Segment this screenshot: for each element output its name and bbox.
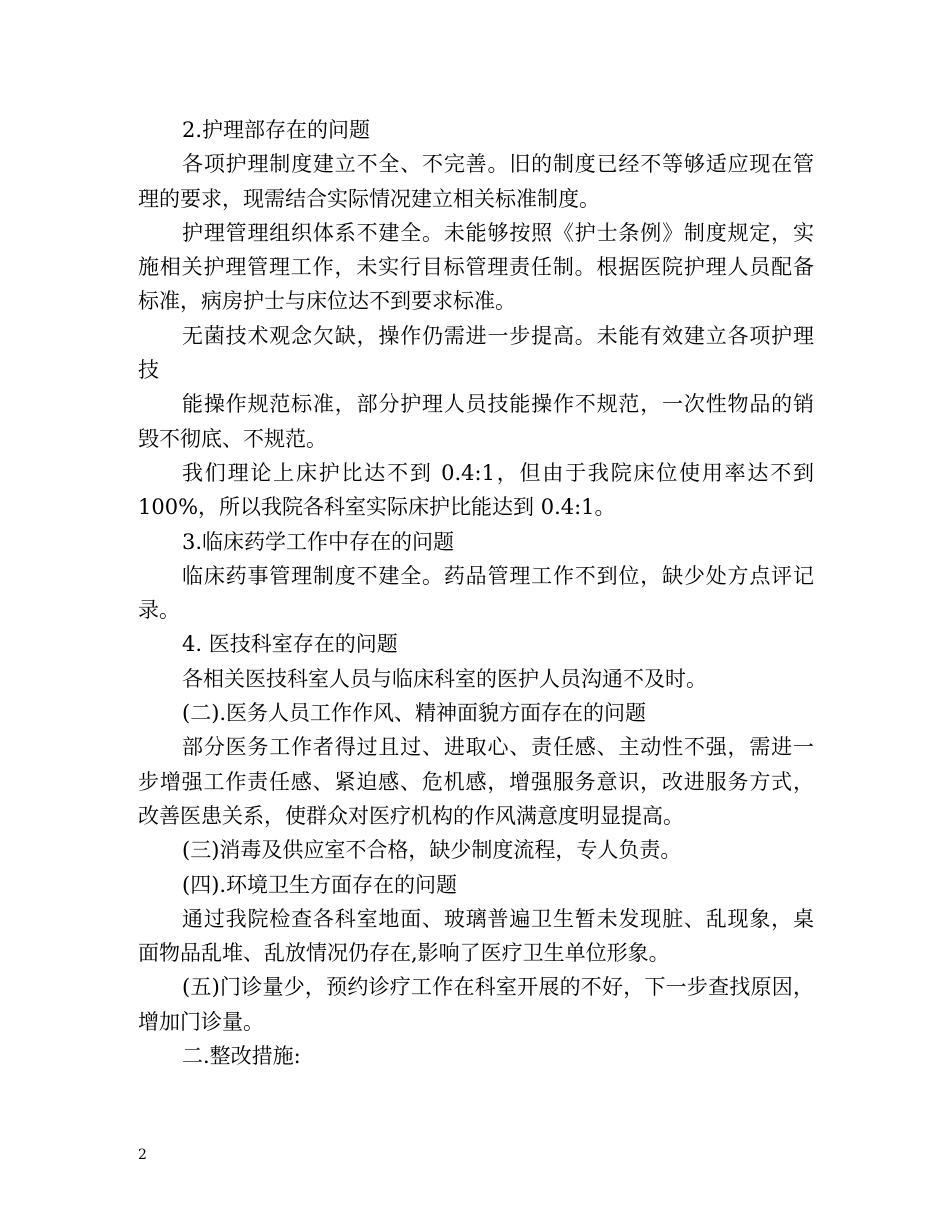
- document-body: [138, 113, 814, 1073]
- text-line: 无菌技术观念欠缺，操作仍需进一步提高。未能有效建立各项护理: [182, 323, 814, 348]
- text-line: 我们理论上床护比达不到 0.4:1，但由于我院床位使用率达不到: [182, 460, 814, 485]
- text-line: 增加门诊量。: [138, 1009, 264, 1034]
- text-line: (二).医务人员工作作风、精神面貌方面存在的问题: [182, 701, 647, 726]
- text-line: 标准，病房护士与床位达不到要求标准。: [138, 289, 516, 314]
- text-line: 各相关医技科室人员与临床科室的医护人员沟通不及时。: [182, 666, 707, 691]
- text-line: 临床药事管理制度不建全。药品管理工作不到位，缺少处方点评记: [182, 563, 814, 588]
- text-line: 100%，所以我院各科室实际床护比能达到 0.4:1。: [138, 495, 616, 520]
- text-line: (四).环境卫生方面存在的问题: [182, 872, 458, 897]
- text-line: (五)门诊量少，预约诊疗工作在科室开展的不好，下一步查找原因，: [182, 975, 814, 1000]
- text-line: 施相关护理管理工作，未实行目标管理责任制。根据医院护理人员配备: [138, 255, 814, 280]
- text-line: 护理管理组织体系不建全。未能够按照《护士条例》制度规定，实: [182, 220, 814, 245]
- text-line: 2.护理部存在的问题: [182, 118, 371, 142]
- text-line: 理的要求，现需结合实际情况建立相关标准制度。: [138, 186, 600, 211]
- page-number: 2: [138, 1147, 147, 1163]
- text-line: 面物品乱堆、乱放情况仍存在,影响了医疗卫生单位形象。: [138, 941, 670, 966]
- text-line: 4. 医技科室存在的问题: [182, 632, 398, 657]
- text-line: 部分医务工作者得过且过、进取心、责任感、主动性不强，需进一: [182, 735, 814, 760]
- text-line: 二.整改措施:: [182, 1044, 301, 1069]
- text-line: 各项护理制度建立不全、不完善。旧的制度已经不等够适应现在管: [182, 152, 814, 177]
- text-line: (三)消毒及供应室不合格，缺少制度流程，专人负责。: [182, 838, 682, 863]
- text-line: 录。: [138, 598, 180, 623]
- text-line: 3.临床药学工作中存在的问题: [182, 529, 455, 554]
- text-line: 步增强工作责任感、紧迫感、危机感，增强服务意识，改进服务方式，: [138, 769, 814, 794]
- text-line: 能操作规范标准，部分护理人员技能操作不规范，一次性物品的销: [182, 392, 814, 417]
- text-line: 改善医患关系，使群众对医疗机构的作风满意度明显提高。: [138, 803, 684, 828]
- text-line: 通过我院检查各科室地面、玻璃普遍卫生暂未发现脏、乱现象，桌: [182, 906, 814, 931]
- text-line: 毁不彻底、不规范。: [138, 426, 327, 451]
- text-line: 技: [138, 358, 159, 383]
